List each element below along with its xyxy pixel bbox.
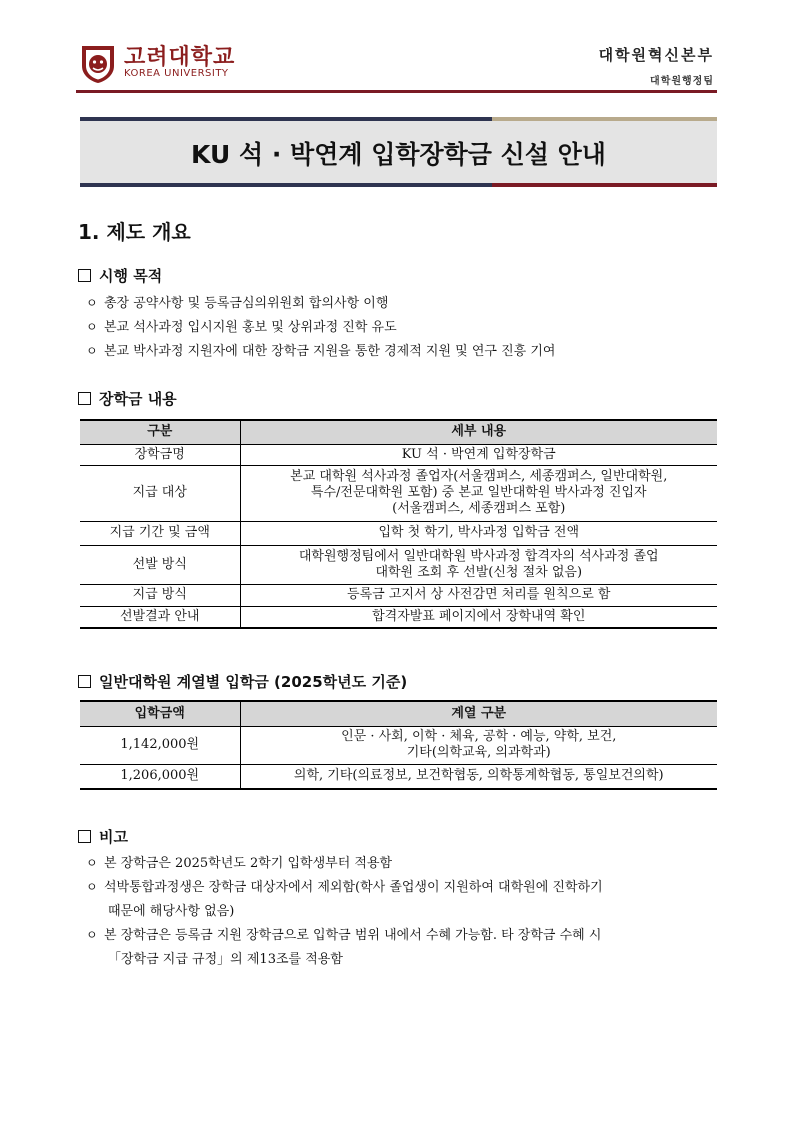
column-header: 구분: [80, 420, 240, 444]
table-header-row: [80, 420, 717, 444]
list-item: ㅇ 총장 공약사항 및 등록금심의위원회 합의사항 이행: [86, 296, 389, 311]
university-name-english: KOREA UNIVERSITY: [124, 68, 229, 79]
university-logo-icon: [78, 44, 118, 84]
row-label: 지급 대상: [80, 465, 240, 521]
table-row: [80, 545, 717, 584]
table-header-row: [80, 701, 717, 726]
column-header: 입학금액: [80, 701, 240, 726]
fee-category: 의학, 기타(의료정보, 보건학협동, 의학통계학협동, 통일보건의학): [240, 764, 717, 789]
row-label: 지급 기간 및 금액: [80, 521, 240, 545]
department-name: 대학원혁신본부: [598, 46, 714, 64]
purpose-heading: 시행 목적: [78, 265, 162, 286]
row-label: 장학금명: [80, 444, 240, 465]
column-header: 세부 내용: [240, 420, 717, 444]
row-value: 입학 첫 학기, 박사과정 입학금 전액: [240, 521, 717, 545]
university-name-korean: 고려대학교: [124, 45, 236, 70]
scholarship-table: [80, 419, 717, 629]
row-value: 본교 대학원 석사과정 졸업자(서울캠퍼스, 세종캠퍼스, 일반대학원, 특수/전문대학원 포함) 중 본교 일반대학원 박사과정 진입자 (서울캠퍼스, 세종캠퍼스 포함): [240, 465, 717, 521]
column-header: 계열 구분: [240, 701, 717, 726]
list-item: ㅇ 석박통합과정생은 장학금 대상자에서 제외함(학사 졸업생이 지원하여 대학원에 진학하기: [86, 880, 603, 895]
row-label: 지급 방식: [80, 584, 240, 606]
table-row: [80, 726, 717, 764]
checkbox-square-icon: [78, 269, 91, 282]
row-value: 대학원행정팀에서 일반대학원 박사과정 합격자의 석사과정 졸업 대학원 조회 후 선발(신청 절차 없음): [240, 545, 717, 584]
table-row: [80, 521, 717, 545]
checkbox-square-icon: [78, 675, 91, 688]
fee-amount: 1,206,000원: [80, 764, 240, 789]
fee-category: 인문 · 사회, 이학 · 체육, 공학 · 예능, 약학, 보건, 기타(의학교육, 의과학과): [240, 726, 717, 764]
table-row: [80, 465, 717, 521]
fees-heading: 일반대학원 계열별 입학금 (2025학년도 기준): [78, 671, 407, 692]
list-item: ㅇ 본교 석사과정 입시지원 홍보 및 상위과정 진학 유도: [86, 320, 397, 335]
table-row: [80, 444, 717, 465]
row-label: 선발결과 안내: [80, 606, 240, 628]
list-item: ㅇ 본 장학금은 등록금 지원 장학금으로 입학금 범위 내에서 수혜 가능함. 타 장학금 수혜 시: [86, 928, 602, 943]
row-value: KU 석 · 박연계 입학장학금: [240, 444, 717, 465]
section-heading: 1. 제도 개요: [78, 220, 191, 244]
fees-table: [80, 700, 717, 790]
row-value: 합격자발표 페이지에서 장학내역 확인: [240, 606, 717, 628]
checkbox-square-icon: [78, 392, 91, 405]
list-item-continuation: 「장학금 지급 규정」의 제13조를 적용함: [108, 952, 343, 967]
list-item-continuation: 때문에 해당사항 없음): [108, 904, 235, 919]
title-banner: [80, 117, 717, 187]
fee-amount: 1,142,000원: [80, 726, 240, 764]
table-row: [80, 584, 717, 606]
page-title: KU 석 · 박연계 입학장학금 신설 안내: [191, 140, 606, 169]
team-name: 대학원행정팀: [650, 76, 714, 87]
table-row: [80, 764, 717, 789]
content-heading: 장학금 내용: [78, 388, 177, 409]
list-item: ㅇ 본교 박사과정 지원자에 대한 장학금 지원을 통한 경제적 지원 및 연구 진흥 기여: [86, 344, 556, 359]
notes-heading: 비고: [78, 826, 128, 847]
header-divider: [76, 90, 717, 93]
row-value: 등록금 고지서 상 사전감면 처리를 원칙으로 함: [240, 584, 717, 606]
table-row: [80, 606, 717, 628]
list-item: ㅇ 본 장학금은 2025학년도 2학기 입학생부터 적용함: [86, 856, 393, 871]
checkbox-square-icon: [78, 830, 91, 843]
row-label: 선발 방식: [80, 545, 240, 584]
